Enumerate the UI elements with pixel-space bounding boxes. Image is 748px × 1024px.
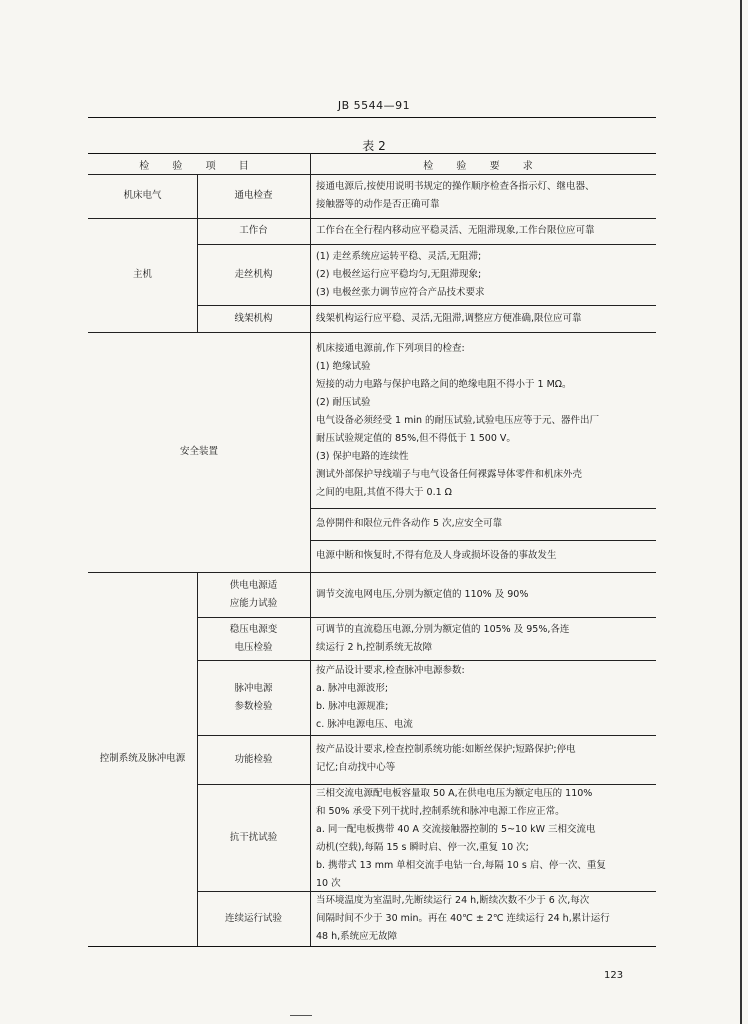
req-continuous-run: 当环境温度为室温时,先断续运行 24 h,断续次数不少于 6 次,每次 间隔时间不少于 30 min。再在 40℃ ± 2℃ 连续运行 24 h,累计运行 48 h,系统应无故障 [316,895,610,942]
item-pulse-params: 脉冲电源 参数检验 [234,682,273,712]
page-number: 123 [604,970,624,981]
column-divider [310,153,311,946]
item-wire-feed: 走丝机构 [234,268,273,280]
req-power-interrupt: 电源中断和恢复时,不得有危及人身或损坏设备的事故发生 [316,550,557,561]
group-control-system: 控制系统及脉冲电源 [99,753,186,764]
item-anti-interference: 抗干扰试验 [229,831,278,843]
item-power-adaptability: 供电电源适 应能力试验 [229,579,278,609]
req-power-on-check: 接通电源后,按使用说明书规定的操作顺序检查各指示灯、继电器、 接触器等的动作是否正确可靠 [316,181,595,210]
row-divider [310,540,656,541]
table-bottom-border [88,946,656,947]
req-function-check: 按产品设计要求,检查控制系统功能:如断丝保护;短路保护;停电 记忆;自动找中心等 [316,744,576,773]
header-rule [88,117,656,118]
req-emergency-stop: 急停開件和限位元件各动作 5 次,应安全可靠 [316,518,503,529]
group-main-machine: 主机 [132,269,152,280]
item-power-on-check: 通电检查 [234,190,273,201]
item-worktable: 工作台 [239,225,268,236]
req-power-adaptability: 调节交流电网电压,分别为额定值的 110% 及 90% [316,589,529,600]
req-pulse-params: 按产品设计要求,检查脉冲电源参数: a. 脉冲电源波形; b. 脉冲电源规准; c. 脉冲电源电压、电流 [316,665,465,730]
req-regulated-power: 可调节的直流稳压电源,分别为额定值的 105% 及 95%,各连 续运行 2 h,控制系统无故障 [316,624,570,653]
group-machine-electrical: 机床电气 [123,190,162,201]
req-safety-tests: 机床接通电源前,作下列项目的检查: (1) 绝缘试验 短接的动力电路与保护电路之间的绝缘电阻不得小于 1 MΩ。 (2) 耐压试验 电气设备必须经受 1 min 的耐压试验,试验电压应等于元、器件出厂 耐压试验规定值的 85%,但不得低于 1 500 V。 (3) 保护电路的连续性 测试外部保护导线端子与电气设备任何裸露导体零件和机床外壳 之间的电阻,其值不得大于 0.1 Ω [316,343,600,498]
req-anti-interference: 三相交流电源配电板容量取 50 A,在供电电压为额定电压的 110% 和 50% 承受下列干扰时,控制系统和脉冲电源工作应正常。 a. 同一配电板携带 40 A 交流接触器控制的 5~10 kW 三相交流电 动机(空载),每隔 15 s 瞬时启、停一次,重复 10 次; b. 携带式 13 mm 单相交流手电钻一台,每隔 10 s 启、停一次、重复 10 次 [316,788,606,889]
col-header-item: 检 验 项 目 [139,161,259,172]
standard-number: JB 5544—91 [337,99,411,112]
req-worktable: 工作台在全行程内移动应平稳灵活、无阻滞现象,工作台限位应可靠 [316,225,595,236]
group-safety-device: 安全装置 [179,446,218,457]
req-wire-feed: (1) 走丝系统应运转平稳、灵活,无阻滞; (2) 电极丝运行应平稳均匀,无阻滞现象; (3) 电极丝张力调节应符合产品技术要求 [316,251,485,298]
row-divider [310,508,656,509]
req-wire-frame: 线架机构运行应平稳、灵活,无阻滞,调整应方便准确,限位应可靠 [316,313,582,324]
table-title: 表 2 [362,139,386,153]
item-wire-frame: 线架机构 [234,312,273,324]
item-function-check: 功能检验 [234,753,273,765]
scan-edge-line [740,0,742,1024]
item-regulated-power: 稳压电源变 电压检验 [229,623,278,653]
footer-mark [290,1015,312,1016]
item-continuous-run: 连续运行试验 [224,912,282,924]
table-top-border [88,153,656,154]
col-header-requirement: 检 验 要 求 [423,161,543,172]
